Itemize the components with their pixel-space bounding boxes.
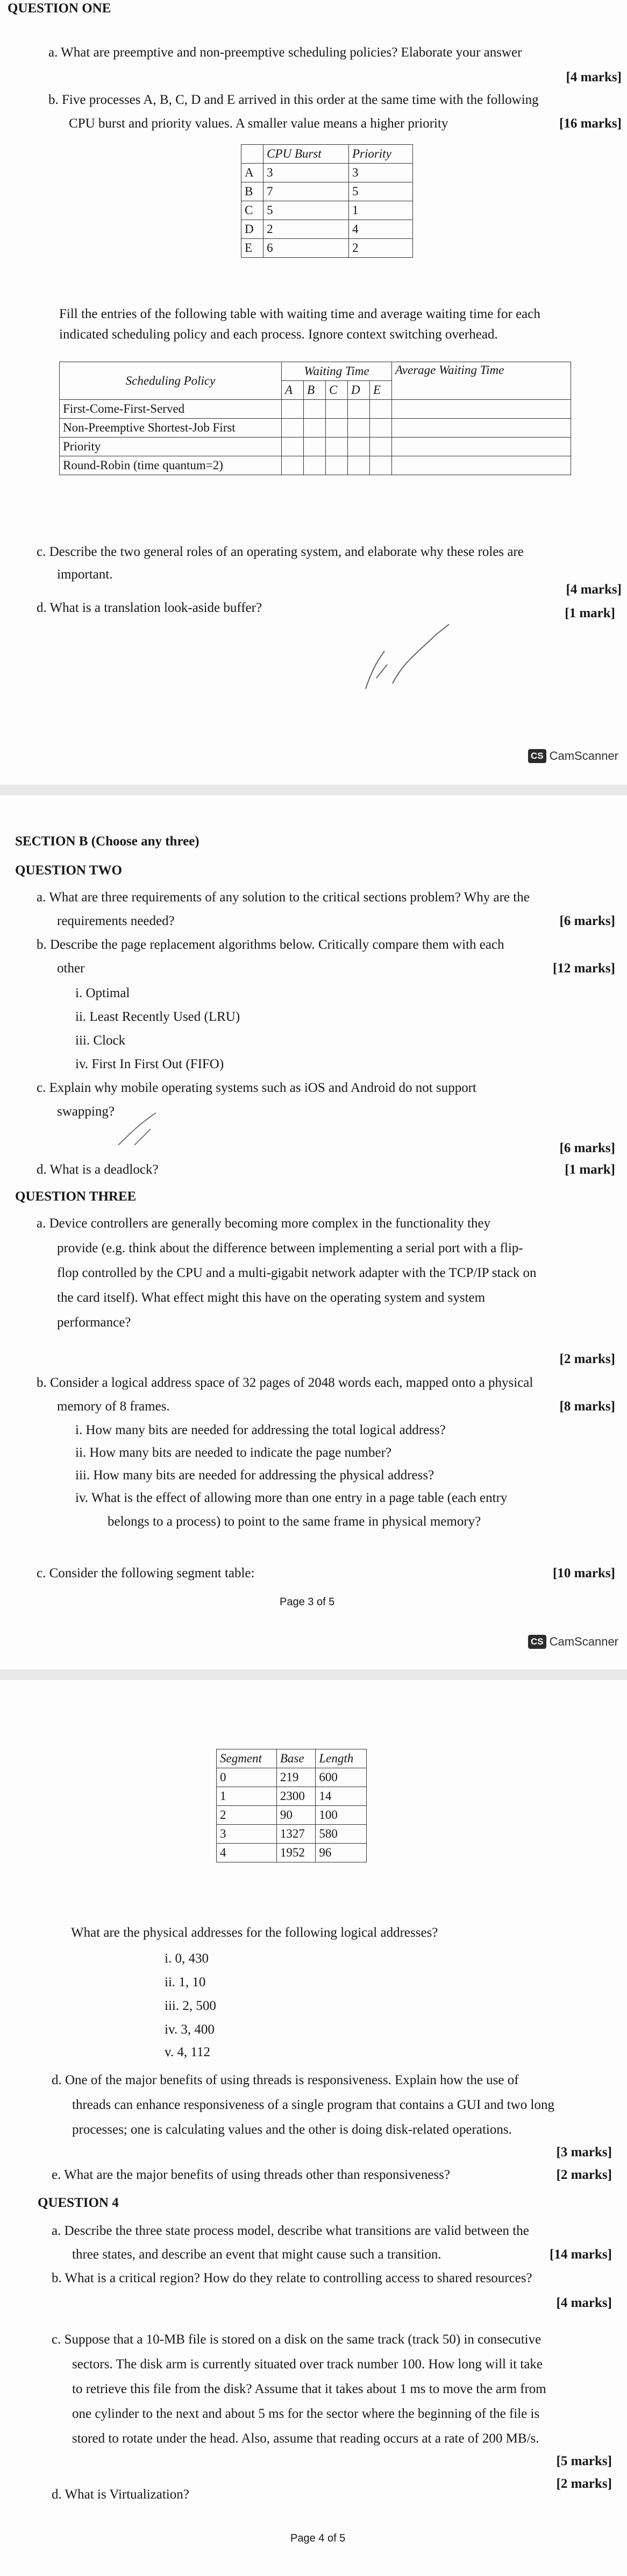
section-b-heading: SECTION B (Choose any three) <box>15 834 200 849</box>
list-item: v. 4, 112 <box>165 2045 210 2059</box>
question-1d-marks: [1 mark] <box>565 606 615 620</box>
question-1a-marks: [4 marks] <box>566 70 622 84</box>
question-3a-marks: [2 marks] <box>559 1352 615 1366</box>
question-4b: b. What is a critical region? How do they relate to controlling access to shared resources? <box>52 2271 532 2285</box>
camscanner-watermark <box>528 749 618 763</box>
question-1c-line2: important. <box>57 567 113 582</box>
waiting-time-cell <box>348 419 370 437</box>
table-row <box>241 220 413 239</box>
waiting-time-cell <box>282 437 304 456</box>
table-cell: 5 <box>263 201 349 220</box>
table-header-row <box>241 145 413 164</box>
question-3d-marks: [3 marks] <box>556 2145 612 2159</box>
column-header: Base <box>276 1749 316 1768</box>
table-cell: 2 <box>348 239 412 258</box>
question-2b-line1: b. Describe the page replacement algorithms below. Critically compare them with each <box>37 937 504 952</box>
question-4c-line2: sectors. The disk arm is currently situated over track number 100. How long will it take <box>72 2357 543 2372</box>
table-row <box>217 1806 367 1825</box>
question-3d-line3: processes; one is calculating values and the other is doing disk-related operations. <box>72 2122 512 2137</box>
question-1c-marks: [4 marks] <box>566 582 622 597</box>
question-2d: d. What is a deadlock? <box>37 1162 159 1177</box>
segment-table <box>216 1749 367 1862</box>
question-4b-marks: [4 marks] <box>556 2296 612 2310</box>
waiting-time-cell <box>348 456 370 475</box>
column-header: Segment <box>217 1749 277 1768</box>
waiting-time-cell <box>282 456 304 475</box>
list-item: ii. How many bits are needed to indicate the page number? <box>75 1445 391 1460</box>
list-item: iii. 2, 500 <box>165 1999 216 2013</box>
column-header: Waiting Time <box>282 362 392 381</box>
waiting-time-cell <box>304 437 326 456</box>
waiting-time-cell <box>370 456 392 475</box>
process-table <box>241 144 413 258</box>
column-header: Average Waiting Time <box>392 362 571 400</box>
table-row <box>217 1768 367 1787</box>
list-item: i. Optimal <box>75 986 130 1000</box>
waiting-time-cell <box>304 419 326 437</box>
table-row <box>241 164 413 182</box>
table-row <box>60 400 571 419</box>
camscanner-label: CamScanner <box>549 1635 618 1648</box>
waiting-time-cell <box>348 400 370 419</box>
table-cell: A <box>241 164 263 182</box>
waiting-time-cell <box>370 400 392 419</box>
question-4d-marks: [2 marks] <box>556 2476 612 2491</box>
question-3b-line1: b. Consider a logical address space of 32 pages of 2048 words each, mapped onto a physical <box>37 1375 533 1390</box>
waiting-time-cell <box>326 400 348 419</box>
question-4a-line2: three states, and describe an event that might cause such a transition. <box>72 2247 441 2262</box>
question-4c-line1: c. Suppose that a 10-MB file is stored on a disk on the same track (track 50) in consecutive <box>52 2332 542 2347</box>
column-header <box>241 145 263 164</box>
table-row <box>241 182 413 201</box>
question-two-heading: QUESTION TWO <box>15 863 122 878</box>
table-cell: 6 <box>263 239 349 258</box>
table-cell: D <box>241 220 263 239</box>
question-4a-marks: [14 marks] <box>550 2247 612 2262</box>
handwritten-scribble <box>355 619 468 700</box>
table-cell: 2300 <box>276 1787 316 1806</box>
table-cell: 4 <box>348 220 412 239</box>
scanned-page-3 <box>0 1680 627 2576</box>
list-item-continuation: belongs to a process) to point to the same frame in physical memory? <box>108 1514 481 1529</box>
list-item: iii. Clock <box>75 1033 126 1048</box>
question-2c-line1: c. Explain why mobile operating systems such as iOS and Android do not support <box>37 1081 476 1095</box>
average-waiting-time-cell <box>392 419 571 437</box>
table-row <box>217 1825 367 1844</box>
column-header: B <box>304 381 326 400</box>
table-cell: 96 <box>316 1844 367 1862</box>
table-cell: 3 <box>217 1825 277 1844</box>
question-1b-line2: CPU burst and priority values. A smaller value means a higher priority <box>69 116 448 131</box>
question-1d: d. What is a translation look-aside buffer? <box>37 601 262 615</box>
page-number: Page 4 of 5 <box>290 2532 346 2544</box>
question-3d-line2: threads can enhance responsiveness of a single program that contains a GUI and two long <box>72 2098 554 2112</box>
waiting-time-cell <box>348 437 370 456</box>
question-2c-marks: [6 marks] <box>559 1141 615 1155</box>
average-waiting-time-cell <box>392 456 571 475</box>
policy-cell: Non-Preemptive Shortest-Job First <box>60 419 282 437</box>
scheduling-table <box>59 362 571 475</box>
question-4c-line3: to retrieve this file from the disk? Assume that it takes about 1 ms to move the arm from <box>72 2382 546 2396</box>
list-item: i. How many bits are needed for addressing the total logical address? <box>75 1423 446 1437</box>
table-row <box>60 437 571 456</box>
question-3a-line3: flop controlled by the CPU and a multi-gigabit network adapter with the TCP/IP stack on <box>57 1266 537 1280</box>
list-item: iv. 3, 400 <box>165 2022 215 2037</box>
table-cell: 4 <box>217 1844 277 1862</box>
question-4c-line5: stored to rotate under the head. Also, assume that reading occurs at a rate of 200 MB/s. <box>72 2431 539 2446</box>
table-cell: 100 <box>316 1806 367 1825</box>
question-4c-line4: one cylinder to the next and about 5 ms for the sector where the beginning of the file is <box>72 2406 540 2421</box>
column-header: CPU Burst <box>263 145 349 164</box>
question-1a: a. What are preemptive and non-preemptive scheduling policies? Elaborate your answer <box>48 45 522 60</box>
question-3a-line4: the card itself). What effect might this have on the operating system and system <box>57 1290 486 1305</box>
question-2a-line2: requirements needed? <box>57 914 175 928</box>
table-cell: 0 <box>217 1768 277 1787</box>
fill-instructions-line2: indicated scheduling policy and each process. Ignore context switching overhead. <box>59 327 498 342</box>
column-header: D <box>348 381 370 400</box>
table-header-row <box>60 362 571 381</box>
table-cell: 1952 <box>276 1844 316 1862</box>
table-row <box>241 201 413 220</box>
question-4c-marks: [5 marks] <box>556 2454 612 2468</box>
question-4a-line1: a. Describe the three state process model, describe what transitions are valid between the <box>52 2224 529 2238</box>
table-row <box>60 419 571 437</box>
question-3c: c. Consider the following segment table: <box>37 1566 255 1580</box>
question-four-heading: QUESTION 4 <box>38 2196 119 2210</box>
table-cell: 1 <box>217 1787 277 1806</box>
column-header: Priority <box>348 145 412 164</box>
table-cell: E <box>241 239 263 258</box>
table-row <box>60 456 571 475</box>
list-item: iv. What is the effect of allowing more than one entry in a page table (each entry <box>75 1491 508 1505</box>
table-row <box>241 239 413 258</box>
table-cell: 90 <box>276 1806 316 1825</box>
question-three-heading: QUESTION THREE <box>15 1189 137 1204</box>
waiting-time-cell <box>326 456 348 475</box>
policy-cell: Priority <box>60 437 282 456</box>
table-cell: 219 <box>276 1768 316 1787</box>
list-item: ii. Least Recently Used (LRU) <box>75 1010 240 1024</box>
table-cell: 7 <box>263 182 349 201</box>
question-1c-line1: c. Describe the two general roles of an operating system, and elaborate why these roles are <box>37 545 524 559</box>
question-2d-marks: [1 mark] <box>565 1162 615 1177</box>
physical-address-question: What are the physical addresses for the following logical addresses? <box>71 1925 438 1940</box>
list-item: ii. 1, 10 <box>165 1975 206 1989</box>
question-1b-line1: b. Five processes A, B, C, D and E arrived in this order at the same time with the following <box>48 93 539 107</box>
fill-instructions-line1: Fill the entries of the following table with waiting time and average waiting time for each <box>59 307 540 321</box>
table-row <box>217 1844 367 1862</box>
question-2a-marks: [6 marks] <box>559 914 615 928</box>
question-3a-line2: provide (e.g. think about the difference between implementing a serial port with a flip- <box>57 1241 523 1255</box>
column-header: A <box>282 381 304 400</box>
waiting-time-cell <box>282 419 304 437</box>
question-4d: d. What is Virtualization? <box>52 2487 189 2502</box>
waiting-time-cell <box>282 400 304 419</box>
policy-cell: First-Come-First-Served <box>60 400 282 419</box>
scanned-page-2 <box>0 795 627 1669</box>
question-1b-marks: [16 marks] <box>559 116 622 131</box>
table-cell: 1327 <box>276 1825 316 1844</box>
question-3a-line5: performance? <box>57 1315 131 1330</box>
waiting-time-cell <box>326 437 348 456</box>
column-header: Length <box>316 1749 367 1768</box>
column-header: E <box>370 381 392 400</box>
table-cell: 5 <box>348 182 412 201</box>
average-waiting-time-cell <box>392 437 571 456</box>
table-row <box>217 1787 367 1806</box>
question-3e: e. What are the major benefits of using threads other than responsiveness? <box>52 2168 450 2182</box>
waiting-time-cell <box>370 419 392 437</box>
page-number: Page 3 of 5 <box>280 1596 335 1608</box>
question-3b-line2: memory of 8 frames. <box>57 1399 170 1414</box>
question-3d-line1: d. One of the major benefits of using threads is responsiveness. Explain how the use of <box>52 2073 519 2087</box>
waiting-time-cell <box>304 456 326 475</box>
question-2c-line2: swapping? <box>57 1104 115 1119</box>
question-3a-line1: a. Device controllers are generally becoming more complex in the functionality they <box>37 1216 491 1231</box>
policy-cell: Round-Robin (time quantum=2) <box>60 456 282 475</box>
question-2a-line1: a. What are three requirements of any solution to the critical sections problem? Why are the <box>37 890 530 905</box>
column-header: C <box>326 381 348 400</box>
table-cell: C <box>241 201 263 220</box>
table-cell: 2 <box>263 220 349 239</box>
table-header-row <box>217 1749 367 1768</box>
question-2b-marks: [12 marks] <box>553 961 615 976</box>
question-3c-marks: [10 marks] <box>553 1566 615 1580</box>
table-cell: 2 <box>217 1806 277 1825</box>
camscanner-label: CamScanner <box>549 749 618 763</box>
camscanner-logo: CS <box>528 749 546 763</box>
table-cell: 1 <box>348 201 412 220</box>
list-item: iv. First In First Out (FIFO) <box>75 1057 224 1071</box>
question-3e-marks: [2 marks] <box>556 2168 612 2182</box>
waiting-time-cell <box>326 419 348 437</box>
waiting-time-cell <box>304 400 326 419</box>
question-one-heading: QUESTION ONE <box>8 1 111 16</box>
camscanner-watermark <box>528 1635 618 1649</box>
table-cell: 14 <box>316 1787 367 1806</box>
table-cell: 580 <box>316 1825 367 1844</box>
list-item: iii. How many bits are needed for addressing the physical address? <box>75 1468 434 1483</box>
list-item: i. 0, 430 <box>165 1951 209 1966</box>
camscanner-logo: CS <box>528 1635 546 1649</box>
question-3b-marks: [8 marks] <box>559 1399 615 1414</box>
table-cell: 600 <box>316 1768 367 1787</box>
waiting-time-cell <box>370 437 392 456</box>
table-cell: 3 <box>348 164 412 182</box>
question-2b-line2: other <box>57 961 85 976</box>
column-header: Scheduling Policy <box>60 362 282 400</box>
table-cell: B <box>241 182 263 201</box>
average-waiting-time-cell <box>392 400 571 419</box>
handwritten-scribble <box>113 1107 177 1151</box>
table-cell: 3 <box>263 164 349 182</box>
scanned-page-1 <box>0 0 627 785</box>
